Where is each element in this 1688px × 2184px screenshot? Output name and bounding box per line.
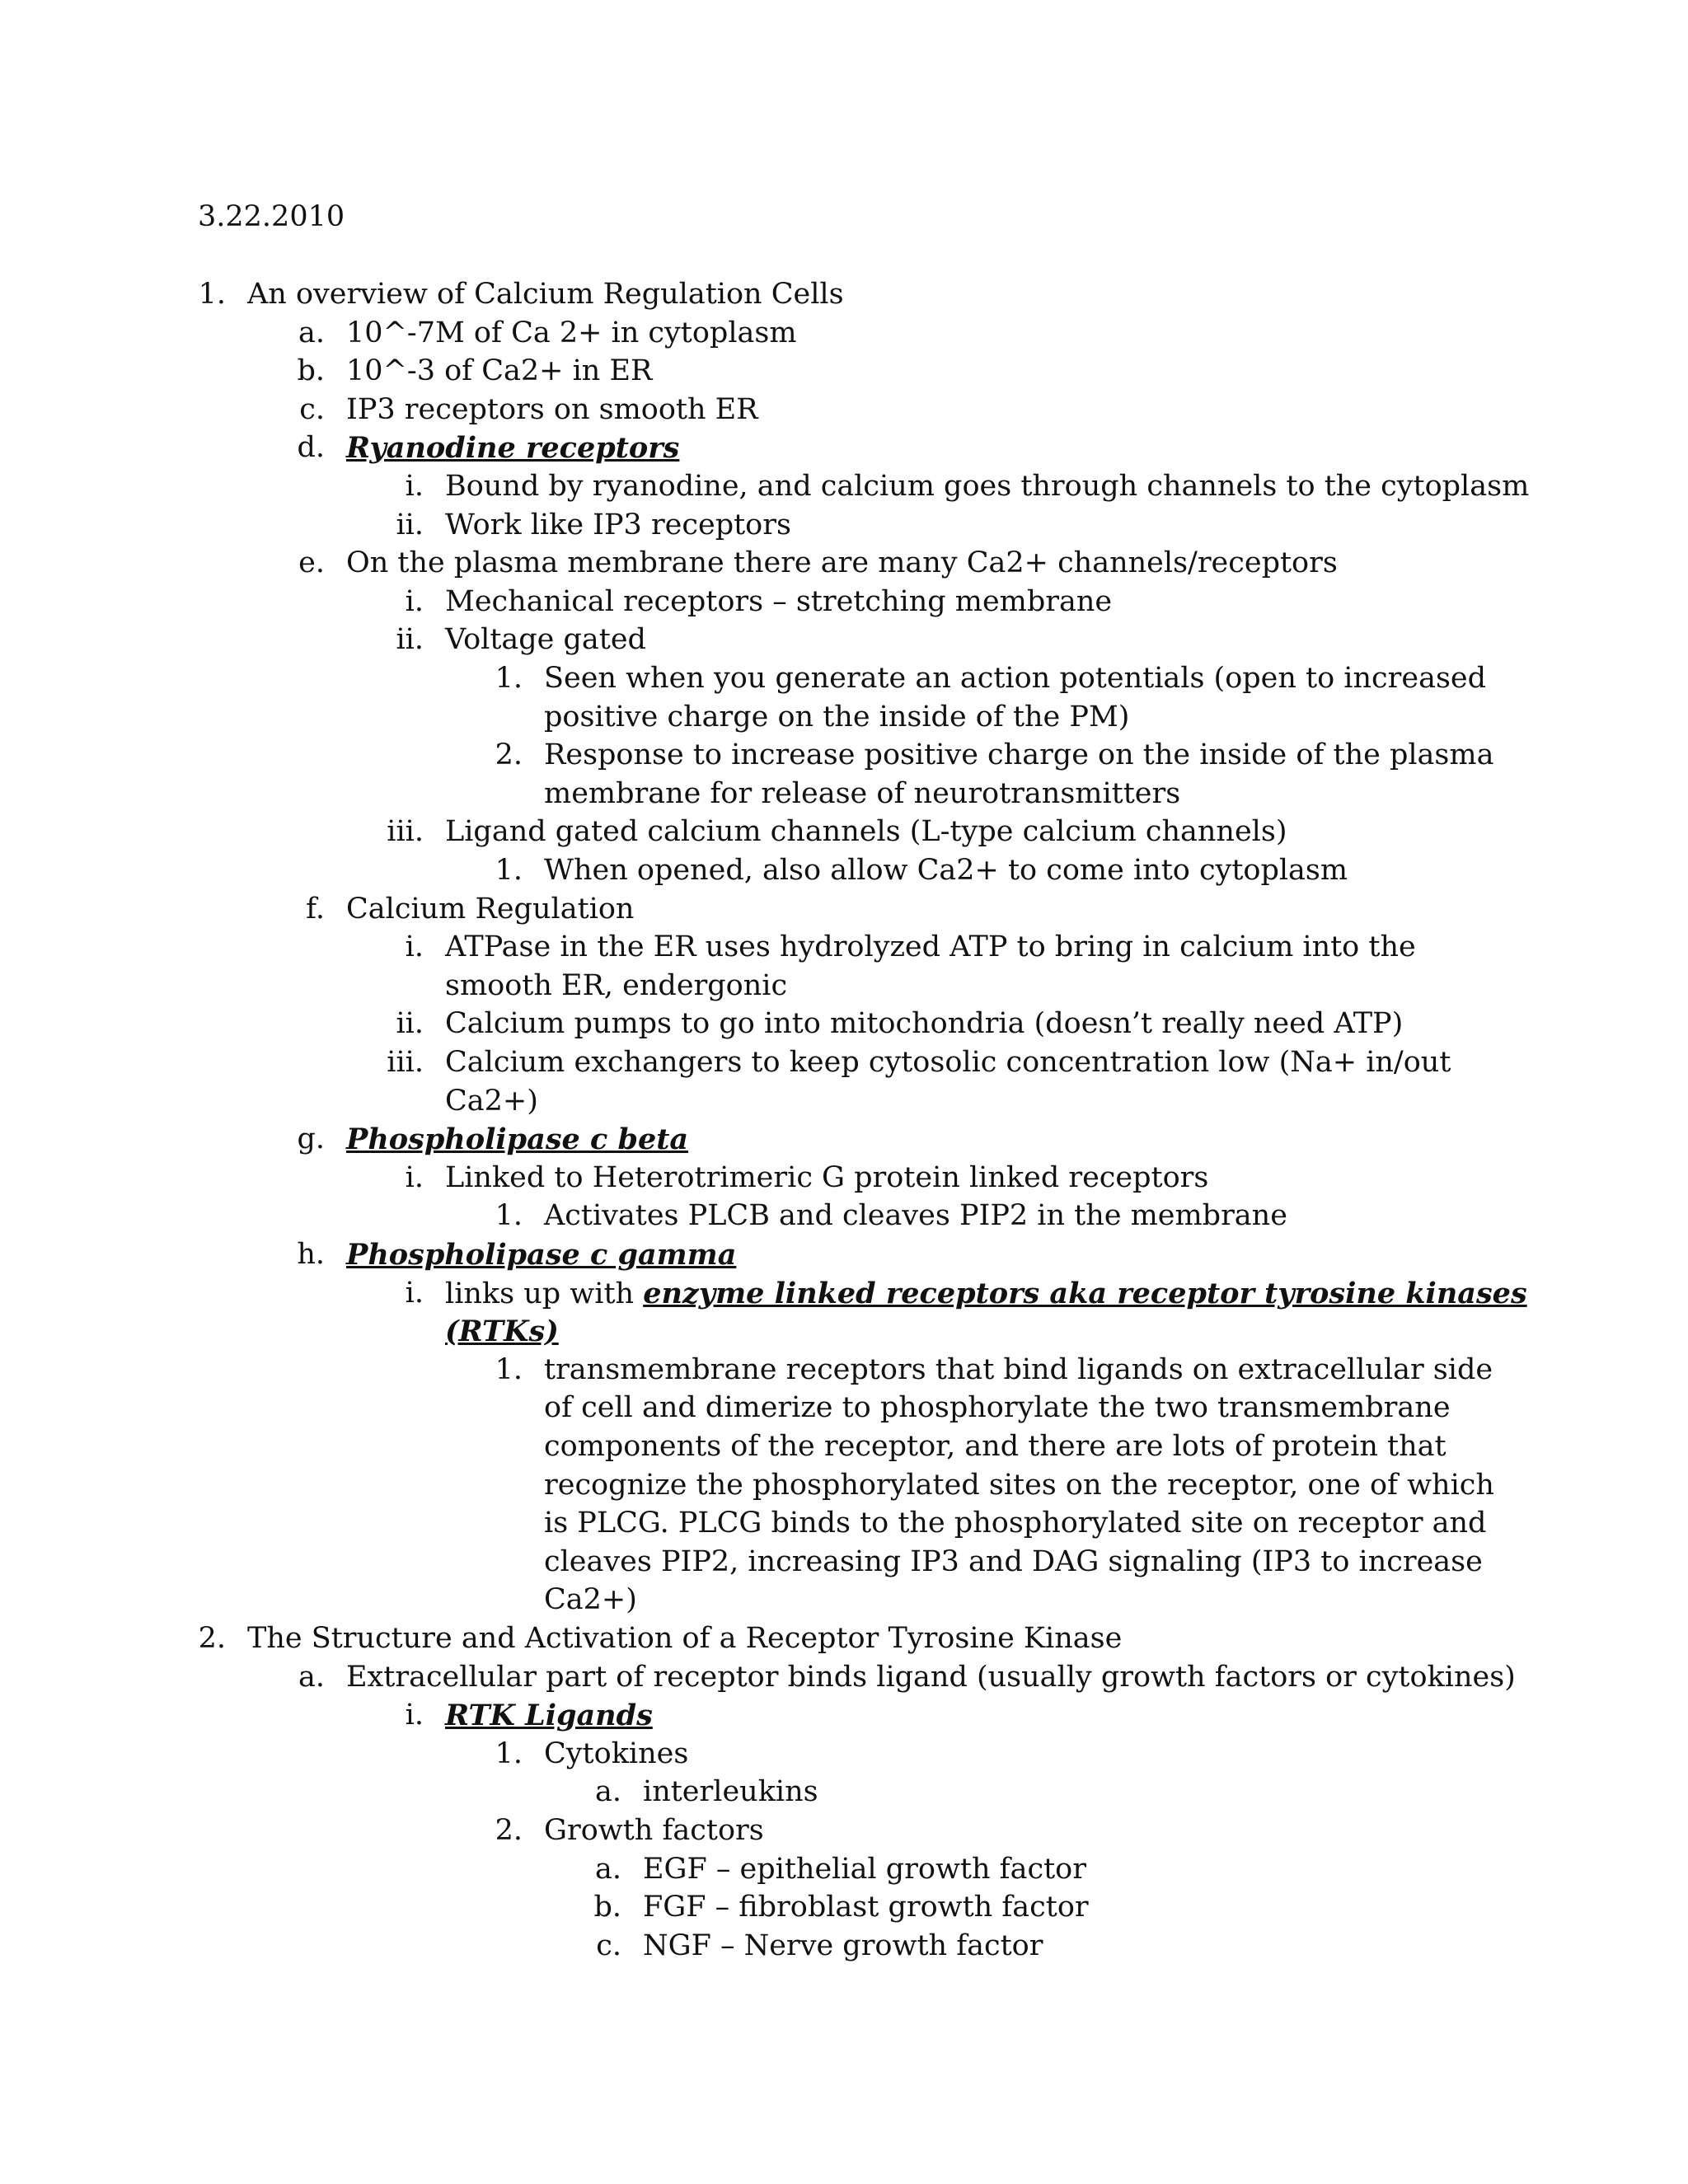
- line-text: [544, 1351, 1493, 1390]
- list-marker: i.: [405, 1277, 424, 1310]
- line-text: [346, 1658, 1516, 1697]
- plain-text: positive charge on the inside of the PM): [544, 701, 1130, 733]
- list-marker: i.: [405, 930, 424, 963]
- line-text: [445, 467, 1529, 506]
- line-text: [445, 1043, 1451, 1082]
- line-text: [544, 1735, 688, 1774]
- list-marker: iii.: [387, 815, 424, 848]
- plain-text: ATPase in the ER uses hydrolyzed ATP to bring in calcium into the: [445, 930, 1416, 963]
- plain-text: Extracellular part of receptor binds ligand (usually growth factors or cytokines): [346, 1661, 1516, 1694]
- date-text: 3.22.2010: [198, 200, 345, 233]
- line-text: [445, 967, 787, 1005]
- plain-text: Voltage gated: [445, 623, 646, 656]
- line-text: [544, 851, 1348, 890]
- list-marker: b.: [593, 1891, 621, 1924]
- line-text: [445, 928, 1416, 967]
- list-marker: c.: [299, 393, 325, 426]
- plain-text: cleaves PIP2, increasing IP3 and DAG signaling (IP3 to increase: [544, 1545, 1483, 1578]
- line-text: [346, 544, 1338, 583]
- line-text: [445, 813, 1287, 851]
- line-text: [247, 1619, 1122, 1658]
- line-text: [544, 1543, 1483, 1582]
- plain-text: is PLCG. PLCG binds to the phosphorylated site on receptor and: [544, 1507, 1487, 1540]
- emphasized-term: enzyme linked receptors aka receptor tyrosine kinases: [643, 1277, 1527, 1310]
- emphasized-term: Ryanodine receptors: [346, 431, 680, 465]
- line-text: [643, 1773, 818, 1811]
- plain-text: Ligand gated calcium channels (L-type calcium channels): [445, 815, 1287, 848]
- plain-text: Linked to Heterotrimeric G protein linked receptors: [445, 1161, 1209, 1194]
- plain-text: Ca2+): [544, 1583, 637, 1616]
- list-marker: iii.: [387, 1046, 424, 1079]
- list-marker: 1.: [495, 1737, 523, 1770]
- plain-text: links up with: [445, 1277, 644, 1310]
- list-marker: 1.: [495, 854, 523, 887]
- plain-text: transmembrane receptors that bind ligands on extracellular side: [544, 1353, 1493, 1386]
- list-marker: 1.: [198, 278, 226, 311]
- line-text: [445, 621, 646, 659]
- plain-text: An overview of Calcium Regulation Cells: [247, 278, 844, 311]
- plain-text: IP3 receptors on smooth ER: [346, 393, 758, 426]
- plain-text: Response to increase positive charge on the inside of the plasma: [544, 738, 1494, 771]
- plain-text: When opened, also allow Ca2+ to come into cytoplasm: [544, 854, 1348, 887]
- plain-text: interleukins: [643, 1775, 818, 1808]
- list-marker: 1.: [495, 1353, 523, 1386]
- list-marker: a.: [595, 1775, 621, 1808]
- plain-text: On the plasma membrane there are many Ca2+ channels/receptors: [346, 546, 1338, 579]
- plain-text: Calcium pumps to go into mitochondria (doesn’t really need ATP): [445, 1007, 1404, 1040]
- line-text: [643, 1927, 1043, 1966]
- line-text: [346, 314, 797, 353]
- list-marker: h.: [297, 1238, 325, 1271]
- emphasized-term: Phospholipase c gamma: [346, 1238, 737, 1272]
- list-marker: f.: [306, 893, 325, 926]
- list-marker: ii.: [396, 1007, 424, 1040]
- line-text: [544, 775, 1180, 813]
- plain-text: Bound by ryanodine, and calcium goes through channels to the cytoplasm: [445, 470, 1530, 503]
- list-marker: d.: [297, 431, 325, 464]
- emphasized-term: Phospholipase c beta: [346, 1122, 689, 1156]
- list-marker: i.: [405, 585, 424, 618]
- plain-text: Activates PLCB and cleaves PIP2 in the membrane: [544, 1199, 1287, 1232]
- list-marker: i.: [405, 1699, 424, 1732]
- line-text: [346, 352, 652, 391]
- line-text: [544, 1466, 1494, 1505]
- list-marker: e.: [298, 546, 325, 579]
- line-text: [445, 1312, 559, 1352]
- line-text: [544, 1581, 637, 1619]
- line-text: [544, 698, 1129, 737]
- line-text: [445, 1005, 1403, 1043]
- plain-text: FGF – fibroblast growth factor: [643, 1891, 1089, 1924]
- plain-text: The Structure and Activation of a Receptor Tyrosine Kinase: [247, 1622, 1123, 1655]
- plain-text: 10^-7M of Ca 2+ in cytoplasm: [346, 316, 797, 349]
- line-text: [445, 1159, 1208, 1197]
- list-marker: b.: [297, 354, 325, 387]
- line-text: [445, 583, 1112, 621]
- emphasized-term: RTK Ligands: [445, 1699, 653, 1732]
- line-text: [544, 1197, 1287, 1235]
- line-text: [445, 506, 791, 545]
- line-text: [346, 391, 758, 429]
- plain-text: recognize the phosphorylated sites on the receptor, one of which: [544, 1469, 1494, 1502]
- list-marker: g.: [297, 1122, 325, 1155]
- plain-text: of cell and dimerize to phosphorylate the two transmembrane: [544, 1391, 1451, 1424]
- line-text: [247, 275, 844, 314]
- line-text: [643, 1850, 1086, 1889]
- list-marker: a.: [298, 316, 325, 349]
- list-marker: ii.: [396, 623, 424, 656]
- list-marker: ii.: [396, 509, 424, 541]
- list-marker: i.: [405, 470, 424, 503]
- list-marker: c.: [596, 1929, 621, 1962]
- list-marker: a.: [298, 1661, 325, 1694]
- plain-text: Growth factors: [544, 1814, 764, 1847]
- line-text: [544, 659, 1486, 698]
- line-text: [445, 1082, 538, 1121]
- list-marker: i.: [405, 1161, 424, 1194]
- line-text: [544, 1389, 1451, 1427]
- plain-text: 10^-3 of Ca2+ in ER: [346, 354, 653, 387]
- plain-text: Calcium Regulation: [346, 893, 635, 926]
- line-text: [544, 736, 1493, 775]
- list-marker: 2.: [198, 1622, 226, 1655]
- plain-text: Work like IP3 receptors: [445, 509, 791, 541]
- line-text: [346, 1235, 736, 1275]
- list-marker: 2.: [495, 1814, 523, 1847]
- line-text: [544, 1504, 1486, 1543]
- line-text: [445, 1274, 1527, 1314]
- line-text: [544, 1811, 764, 1850]
- plain-text: Cytokines: [544, 1737, 689, 1770]
- list-marker: a.: [595, 1853, 621, 1886]
- line-text: [544, 1427, 1447, 1466]
- plain-text: membrane for release of neurotransmitters: [544, 777, 1181, 810]
- line-text: [346, 429, 679, 468]
- line-text: [346, 890, 634, 929]
- plain-text: components of the receptor, and there are lots of protein that: [544, 1430, 1447, 1463]
- emphasized-term: (RTKs): [445, 1315, 559, 1348]
- plain-text: EGF – epithelial growth factor: [643, 1853, 1086, 1886]
- list-marker: 2.: [495, 738, 523, 771]
- plain-text: NGF – Nerve growth factor: [643, 1929, 1043, 1962]
- list-marker: 1.: [495, 1199, 523, 1232]
- line-text: [643, 1888, 1089, 1927]
- plain-text: Seen when you generate an action potentials (open to increased: [544, 662, 1487, 695]
- plain-text: Calcium exchangers to keep cytosolic concentration low (Na+ in/out: [445, 1046, 1451, 1079]
- line-text: [445, 1696, 653, 1736]
- line-text: [346, 1120, 688, 1160]
- list-marker: 1.: [495, 662, 523, 695]
- plain-text: Mechanical receptors – stretching membrane: [445, 585, 1113, 618]
- document-date: [198, 198, 345, 237]
- plain-text: Ca2+): [445, 1085, 538, 1118]
- plain-text: smooth ER, endergonic: [445, 969, 788, 1002]
